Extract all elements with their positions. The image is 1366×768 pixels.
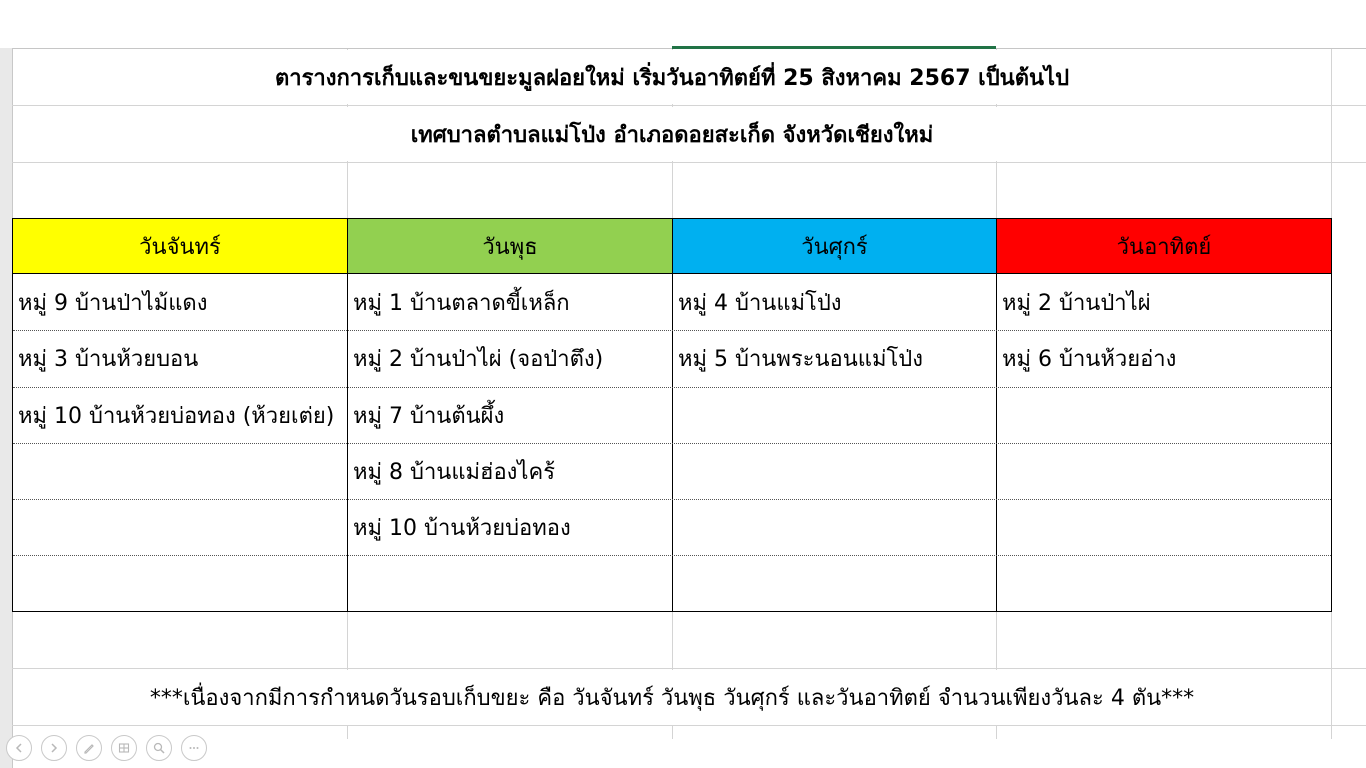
table-cell-sunday: หมู่ 6 บ้านห้วยอ่าง — [1002, 347, 1177, 372]
pen-tool-button[interactable] — [76, 735, 102, 761]
table-cell-monday: หมู่ 3 บ้านห้วยบอน — [18, 347, 199, 372]
previous-slide-button[interactable] — [6, 735, 32, 761]
active-column-marker — [672, 46, 996, 49]
table-cell-wednesday: หมู่ 1 บ้านตลาดขี้เหล็ก — [353, 291, 570, 316]
table-cell-wednesday: หมู่ 8 บ้านแม่ฮ่องไคร้ — [353, 460, 556, 485]
slideshow-controls — [6, 735, 207, 763]
table-cell-friday: หมู่ 4 บ้านแม่โป่ง — [678, 291, 842, 316]
table-cell-monday: หมู่ 9 บ้านป่าไม้แดง — [18, 291, 208, 316]
see-all-slides-button[interactable] — [111, 735, 137, 761]
header-friday: วันศุกร์ — [673, 219, 996, 274]
pen-icon — [82, 741, 96, 755]
table-cell-wednesday: หมู่ 10 บ้านห้วยบ่อทอง — [353, 516, 571, 541]
page-subtitle: เทศบาลตำบลแม่โป่ง อำเภอดอยสะเก็ด จังหวัดเชียงใหม่ — [13, 107, 1331, 161]
page-title: ตารางการเก็บและขนขยะมูลฝอยใหม่ เริ่มวันอาทิตย์ที่ 25 สิงหาคม 2567 เป็นต้นไป — [13, 50, 1331, 104]
more-options-button[interactable] — [181, 735, 207, 761]
slides-grid-icon — [117, 741, 131, 755]
header-monday: วันจันทร์ — [13, 219, 347, 274]
header-wednesday: วันพุธ — [348, 219, 672, 274]
table-cell-friday: หมู่ 5 บ้านพระนอนแม่โป่ง — [678, 347, 923, 372]
magnifier-icon — [152, 741, 166, 755]
table-cell-monday: หมู่ 10 บ้านห้วยบ่อทอง (ห้วยเต่ย) — [18, 404, 335, 429]
zoom-button[interactable] — [146, 735, 172, 761]
next-slide-button[interactable] — [41, 735, 67, 761]
grid-line — [12, 105, 1366, 106]
row-divider — [13, 555, 1331, 556]
header-sunday: วันอาทิตย์ — [997, 219, 1331, 274]
arrow-right-icon — [47, 741, 61, 755]
row-divider — [13, 499, 1331, 500]
table-cell-wednesday: หมู่ 2 บ้านป่าไผ่ (จอป่าตึง) — [353, 347, 604, 372]
arrow-left-icon — [12, 741, 26, 755]
ellipsis-icon — [187, 741, 201, 755]
footnote: ***เนื่องจากมีการกำหนดวันรอบเก็บขยะ คือ วันจันทร์ วันพุธ วันศุกร์ และวันอาทิตย์ จำนวนเพียงวันละ 4 ตัน*** — [13, 670, 1331, 725]
grid-line — [12, 668, 1366, 669]
table-cell-sunday: หมู่ 2 บ้านป่าไผ่ — [1002, 291, 1151, 316]
grid-line — [12, 725, 1366, 726]
table-cell-wednesday: หมู่ 7 บ้านต้นผึ้ง — [353, 404, 505, 429]
row-divider — [13, 443, 1331, 444]
grid-line — [12, 162, 1366, 163]
